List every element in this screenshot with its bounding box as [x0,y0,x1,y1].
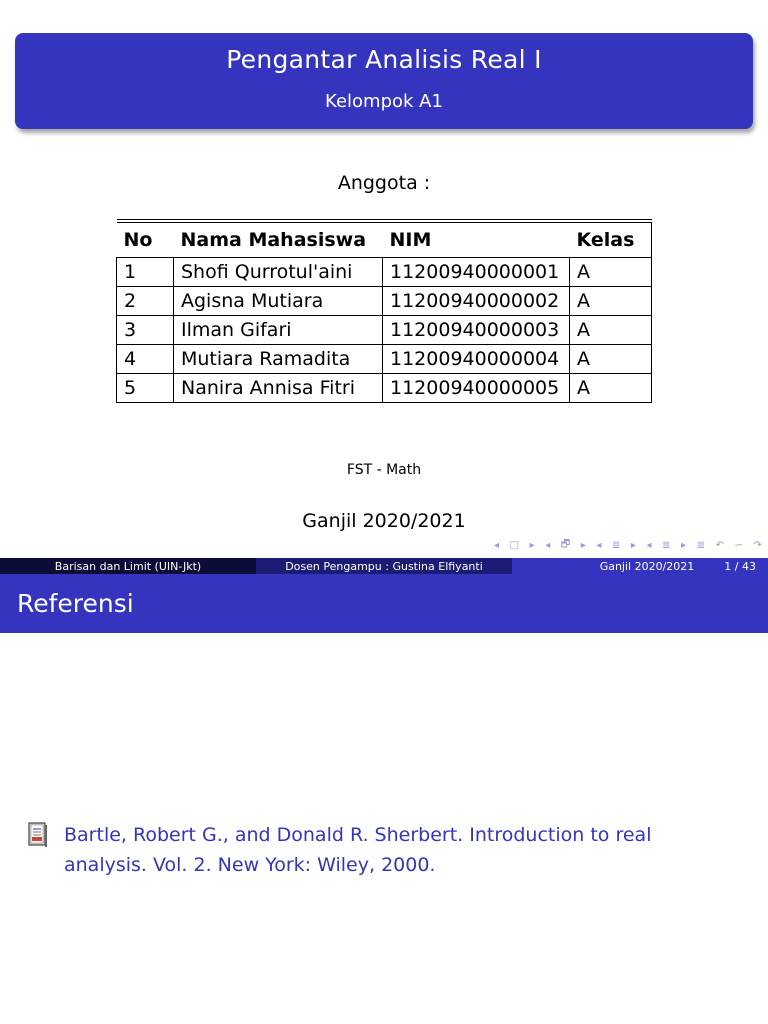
nav-slide-icon[interactable]: □ [509,539,520,551]
title-block [15,33,753,129]
nav-frame-icon[interactable]: 🗗 [560,538,571,550]
cell-nim: 11200940000005 [383,374,570,403]
reference-text [64,820,651,880]
nav-right-arrow-icon[interactable]: ▸ [630,539,636,551]
semester-label: Ganjil 2020/2021 [302,510,466,532]
reference-line: analysis. Vol. 2. New York: Wiley, 2000. [64,854,436,876]
nav-left-arrow-icon[interactable]: ◂ [494,539,500,551]
cell-no: 2 [117,287,174,316]
cell-no: 1 [117,258,174,287]
frame-title [0,574,768,633]
book-reference-icon [28,822,48,848]
nav-subsection-icon[interactable]: ≣ [611,539,621,551]
cell-name: Ilman Gifari [174,316,383,345]
footer-date-page [512,558,768,574]
column-header-name: Nama Mahasiswa [174,221,383,258]
table-row [117,316,652,345]
nav-document-icon[interactable]: ≣ [696,539,706,551]
footer-page-number: 1 / 43 [724,559,756,573]
nav-left-arrow-icon[interactable]: ◂ [646,539,652,551]
nav-section-icon[interactable]: ≣ [662,539,671,551]
table-row [117,345,652,374]
cell-name: Mutiara Ramadita [174,345,383,374]
cell-no: 4 [117,345,174,374]
cell-name: Nanira Annisa Fitri [174,374,383,403]
footer-title-text: Dosen Pengampu : Gustina Elfiyanti [285,559,483,573]
nav-left-arrow-icon[interactable]: ◂ [596,539,602,551]
column-header-nim: NIM [383,221,570,258]
cell-kelas: A [570,258,652,287]
institute-label: FST - Math [346,462,422,478]
nav-forward-icon[interactable]: ↷ [753,539,762,551]
table-row [117,287,652,316]
footer-author [0,558,256,574]
column-header-kelas: Kelas [570,221,652,258]
reference-line: Bartle, Robert G., and Donald R. Sherbert. Introduction to real [64,824,652,846]
table-row [117,374,652,403]
table-header-row [117,221,652,258]
cell-kelas: A [570,287,652,316]
cell-nim: 11200940000003 [383,316,570,345]
beamer-navigation-bar [494,538,762,552]
slide-footer [0,558,768,574]
cell-nim: 11200940000004 [383,345,570,374]
members-label: Anggota : [337,172,431,194]
nav-right-arrow-icon[interactable]: ▸ [529,539,535,551]
nav-right-arrow-icon[interactable]: ▸ [681,539,687,551]
footer-author-text: Barisan dan Limit (UIN-Jkt) [54,559,202,573]
cell-name: Shofi Qurrotul'aini [174,258,383,287]
column-header-no: No [117,221,174,258]
cell-kelas: A [570,316,652,345]
cell-no: 3 [117,316,174,345]
presentation-subtitle: Kelompok A1 [325,91,443,112]
footer-date: Ganjil 2020/2021 [599,559,695,573]
cell-nim: 11200940000002 [383,287,570,316]
reference-entry [28,820,728,880]
cell-kelas: A [570,374,652,403]
footer-title [256,558,512,574]
nav-back-icon[interactable]: ↶ [715,539,724,551]
members-table [116,219,652,403]
cell-no: 5 [117,374,174,403]
frame-title-text: Referensi [17,589,134,618]
nav-left-arrow-icon[interactable]: ◂ [545,539,551,551]
nav-search-icon[interactable]: ∽ [734,539,743,551]
cell-name: Agisna Mutiara [174,287,383,316]
presentation-title: Pengantar Analisis Real I [226,45,542,74]
cell-nim: 11200940000001 [383,258,570,287]
nav-right-arrow-icon[interactable]: ▸ [580,539,586,551]
table-row [117,258,652,287]
cell-kelas: A [570,345,652,374]
